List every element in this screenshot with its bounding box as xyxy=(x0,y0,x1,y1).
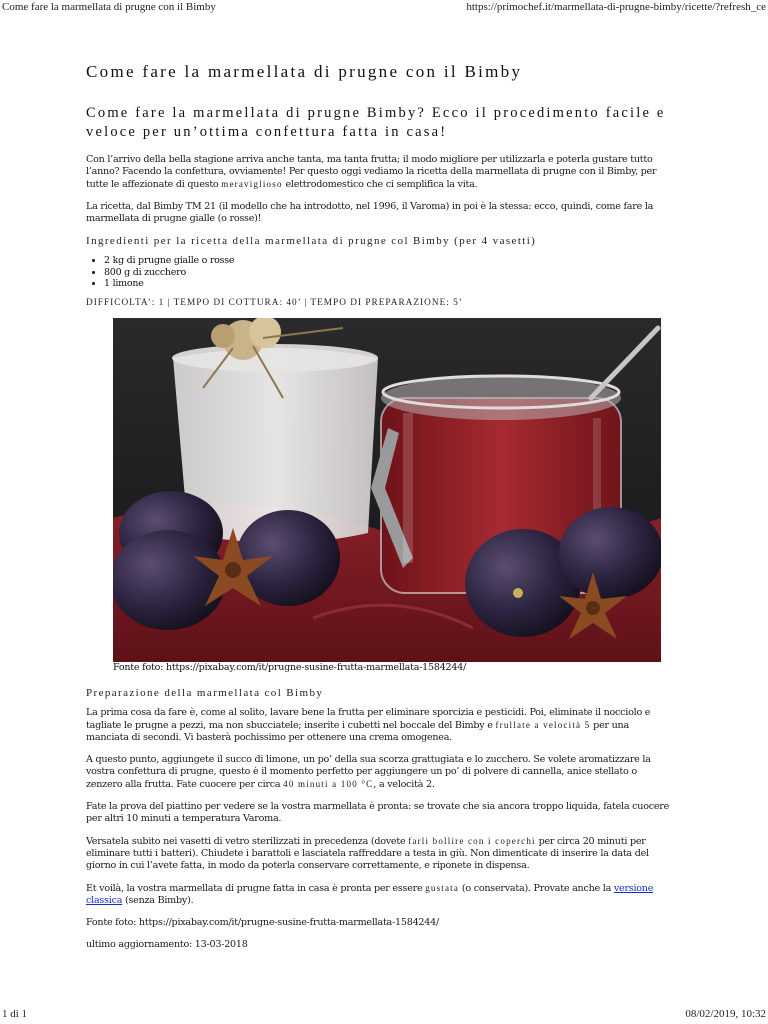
ingredients-list xyxy=(104,255,670,290)
prep-s5-emphasis: gustata xyxy=(425,882,460,893)
prep-s4-emphasis: farli bollire con i coperchi xyxy=(408,835,536,846)
classic-version-link[interactable]: versione classica xyxy=(86,882,654,906)
article-subtitle: Come fare la marmellata di prugne Bimby? Ecco il procedimento facile e veloce per un’ottima confettura fatta in casa! xyxy=(86,105,666,140)
preparation-heading: Preparazione della marmellata col Bimby xyxy=(86,686,324,699)
prep-paragraph-5 xyxy=(86,882,670,907)
prep-s1-text-b: per una manciata di secondi. Vi basterà pochissimo per ottenere una crema omogenea. xyxy=(86,719,629,743)
page-count: 1 di 1 xyxy=(2,1008,28,1020)
intro-p1-emphasis: meraviglioso xyxy=(221,179,283,189)
intro-p1-text-a: Con l’arrivo della bella stagione arriva anche tanta, ma tanta frutta; il modo migliore per utilizzarla e poterla gustare tutto l’anno? Facendo la confettura, ovviamente! Per questo oggi vediamo la ricetta della marmellata di prugne con il Bimby, per tutte le affezionate di questo xyxy=(86,154,657,190)
prep-s5-text-a: Et voilà, la vostra marmellata di prugne fatta in casa è pronta per essere xyxy=(86,882,426,894)
intro-paragraph-1 xyxy=(86,154,670,191)
difficulty-line: DIFFICOLTA’: 1 | TEMPO DI COTTURA: 40’ | TEMPO DI PREPARAZIONE: 5’ xyxy=(86,297,463,308)
ingredient-item: • 800 g di zucchero xyxy=(104,267,670,279)
prep-s5-text-b: (o conservata). Provate anche la xyxy=(459,882,614,894)
print-url: https://primochef.it/marmellata-di-prugne-bimby/ricette/?refresh_ce xyxy=(466,1,766,13)
article xyxy=(86,62,670,961)
prep-paragraph-1 xyxy=(86,707,670,744)
print-header xyxy=(0,0,768,16)
prep-paragraph-2 xyxy=(86,754,670,791)
prep-s2-text-b: , a velocità 2. xyxy=(373,778,435,790)
ingredients-heading: Ingredienti per la ricetta della marmellata di prugne col Bimby (per 4 vasetti) xyxy=(86,235,537,247)
plum xyxy=(559,507,661,599)
plum-jam-photo xyxy=(113,318,661,662)
source-line: Fonte foto: https://pixabay.com/it/prugne-susine-frutta-marmellata-1584244/ xyxy=(86,916,439,928)
print-datetime: 08/02/2019, 10:32 xyxy=(685,1008,766,1020)
intro-p1-text-b: elettrodomestico che ci semplifica la vita. xyxy=(282,179,478,190)
ingredient-item: • 2 kg di prugne gialle o rosse xyxy=(104,255,670,267)
prep-paragraph-4 xyxy=(86,835,670,872)
prep-s2-emphasis: 40 minuti a 100 °C xyxy=(283,778,374,789)
prep-s1-text-a: La prima cosa da fare è, come al solito, lavare bene la frutta per eliminare sporcizia e pesticidi. Poi, eliminate il nocciolo e tagliate le prugne a pezzi, ma non sbucciatele; inserite i cubetti nel boccale del Bimby e xyxy=(86,706,651,731)
intro-paragraph-2: La ricetta, dal Bimby TM 21 (il modello che ha introdotto, nel 1996, il Varoma) in poi è la stessa: ecco, quindi, come fare la marmellata di prugne gialle (o rosse)! xyxy=(86,201,654,224)
photo-caption: Fonte foto: https://pixabay.com/it/prugne-susine-frutta-marmellata-1584244/ xyxy=(113,661,467,673)
print-page-title: Come fare la marmellata di prugne con il Bimby xyxy=(2,1,216,13)
plum xyxy=(113,530,226,630)
prep-s4-text-a: Versatela subito nei vasetti di vetro sterilizzati in precedenza (dovete xyxy=(86,835,409,847)
last-updated: ultimo aggiornamento: 13-03-2018 xyxy=(86,938,248,950)
prep-paragraph-3: Fate la prova del piattino per vedere se la vostra marmellata è pronta: se trovate che sia ancora troppo liquida, fatela cuocere per altri 10 minuti a temperatura Varoma. xyxy=(86,800,670,824)
prep-s2-text-a: A questo punto, aggiungete il succo di limone, un po’ della sua scorza grattugiata e lo zucchero. Se volete aromatizzare la vostra confettura di prugne, questo è il momento perfetto per aggiungere un po’ di polvere di cannella, anice stellato o zenzero alla frutta. Fate cuocere per circa xyxy=(86,753,651,790)
prep-s5-text-c: (senza Bimby). xyxy=(122,894,194,906)
prep-s4-text-b: per circa 20 minuti per eliminare tutti i batteri). Chiudete i barattoli e lasciatela raffreddare a testa in giù. Non dimenticate di inserire la data del giorno in cui l’avete fatta, in modo da poterla conservare correttamente, e riponete in dispensa. xyxy=(86,835,649,871)
ingredient-item: • 1 limone xyxy=(104,278,670,290)
article-title: Come fare la marmellata di prugne con il Bimby xyxy=(86,62,523,81)
prep-s1-emphasis: frullate a velocità 5 xyxy=(495,719,591,730)
print-footer xyxy=(0,1008,768,1024)
